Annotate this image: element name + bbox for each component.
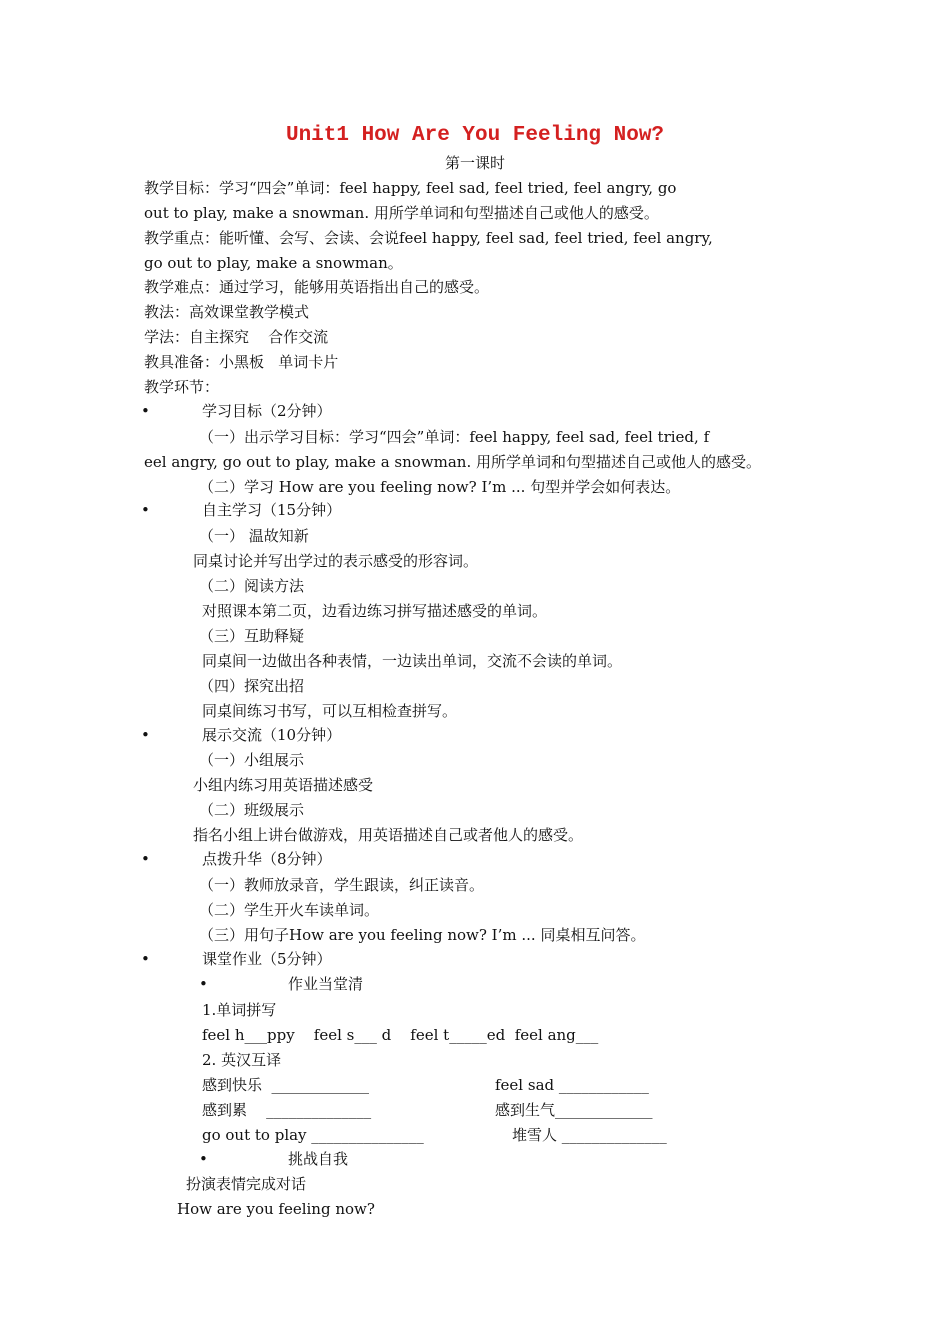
question-text: How are you feeling now? — [177, 1200, 375, 1218]
bullet-icon: • — [141, 402, 150, 420]
section-4-heading: 点拨升华（8分钟） — [202, 850, 332, 868]
section-2-item-c: （三）互助释疑 — [199, 627, 305, 645]
exercise-2-row-3-left: go out to play _______________ — [202, 1126, 424, 1144]
section-4-item-b: （二）学生开火车读单词。 — [199, 901, 380, 919]
section-2-item-a-text: 同桌讨论并写出学过的表示感受的形容词。 — [193, 552, 479, 570]
study-line: 学法：自主探究 合作交流 — [144, 328, 329, 346]
section-2-item-b-text: 对照课本第二页，边看边练习拼写描述感受的单词。 — [202, 602, 548, 620]
bullet-icon: • — [141, 950, 150, 968]
objective-line-2: out to play, make a snowman. 用所学单词和句型描述自己或他人的感受。 — [144, 204, 659, 222]
section-1-item-a-line-1: （一）出示学习目标：学习“四会”单词：feel happy, feel sad, feel tried, f — [199, 428, 710, 446]
section-3-item-a: （一）小组展示 — [199, 751, 305, 769]
bullet-icon: • — [141, 501, 150, 519]
bullet-icon: • — [199, 1150, 208, 1168]
bullet-icon: • — [199, 975, 208, 993]
bullet-icon: • — [141, 850, 150, 868]
exercise-2-row-2-left: 感到累 ______________ — [202, 1101, 372, 1119]
section-5-sub-2: 挑战自我 — [288, 1150, 349, 1168]
section-3-item-b-text: 指名小组上讲台做游戏，用英语描述自己或者他人的感受。 — [193, 826, 584, 844]
exercise-2-row-1-left: 感到快乐 _____________ — [202, 1076, 370, 1094]
section-4-item-c: （三）用句子How are you feeling now? I’m ... 同桌相互问答。 — [199, 926, 646, 944]
key-point-line-1: 教学重点：能听懂、会写、会读、会说feel happy, feel sad, feel tried, feel angry, — [144, 229, 713, 247]
section-2-heading: 自主学习（15分钟） — [202, 501, 342, 519]
difficulty-line: 教学难点：通过学习，能够用英语指出自己的感受。 — [144, 278, 490, 296]
page-subtitle: 第一课时 — [444, 154, 505, 172]
exercise-2-title: 2. 英汉互译 — [202, 1051, 282, 1069]
method-line: 教法：高效课堂教学模式 — [144, 303, 310, 321]
section-2-item-a: （一） 温故知新 — [199, 527, 309, 545]
section-2-item-b: （二）阅读方法 — [199, 577, 305, 595]
objective-line-1: 教学目标：学习“四会”单词：feel happy, feel sad, feel tried, feel angry, go — [144, 179, 677, 197]
section-1-heading: 学习目标（2分钟） — [202, 402, 332, 420]
section-3-item-a-text: 小组内练习用英语描述感受 — [193, 776, 374, 794]
section-1-item-a-line-2: eel angry, go out to play, make a snowman. 用所学单词和句型描述自己或他人的感受。 — [144, 453, 761, 471]
section-3-heading: 展示交流（10分钟） — [202, 726, 342, 744]
tools-line: 教具准备：小黑板 单词卡片 — [144, 353, 339, 371]
exercise-1-items: feel h___ppy feel s___ d feel t_____ed feel ang___ — [202, 1026, 599, 1044]
section-1-item-b: （二）学习 How are you feeling now? I’m ... 句型并学会如何表达。 — [199, 478, 681, 496]
exercise-2-row-2-right: 感到生气_____________ — [495, 1101, 653, 1119]
key-point-line-2: go out to play, make a snowman。 — [144, 254, 403, 272]
page-title: Unit1 How Are You Feeling Now? — [285, 124, 665, 147]
section-5-heading: 课堂作业（5分钟） — [202, 950, 332, 968]
challenge-text: 扮演表情完成对话 — [186, 1175, 307, 1193]
section-3-item-b: （二）班级展示 — [199, 801, 305, 819]
section-5-sub-1: 作业当堂清 — [288, 975, 364, 993]
exercise-1-title: 1.单词拼写 — [202, 1001, 277, 1019]
steps-line: 教学环节： — [144, 378, 220, 396]
section-2-item-c-text: 同桌间一边做出各种表情，一边读出单词，交流不会读的单词。 — [202, 652, 623, 670]
exercise-2-row-3-right: 堆雪人 ______________ — [512, 1126, 667, 1144]
section-2-item-d: （四）探究出招 — [199, 677, 305, 695]
bullet-icon: • — [141, 726, 150, 744]
exercise-2-row-1-right: feel sad ____________ — [495, 1076, 649, 1094]
section-4-item-a: （一）教师放录音，学生跟读，纠正读音。 — [199, 876, 485, 894]
section-2-item-d-text: 同桌间练习书写，可以互相检查拼写。 — [202, 702, 458, 720]
